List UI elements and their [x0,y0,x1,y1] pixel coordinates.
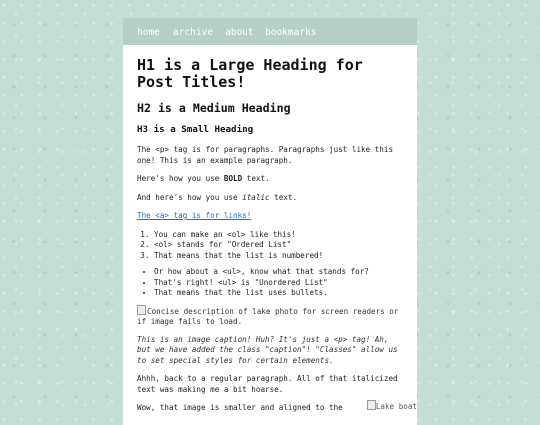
post-title-h1: H1 is a Large Heading for Post Titles! [137,56,363,91]
list-item: • Or how about a <ul>, know what that stands for? [154,267,401,278]
heading-h2: H2 is a Medium Heading [137,101,291,115]
unordered-list [137,267,401,299]
list-item: • That means that the list uses bullets. [154,288,401,299]
nav-archive-link[interactable]: archive [173,27,214,38]
heading-h3: H3 is a Small Heading [137,124,254,135]
list-item: 2. <ol> stands for "Ordered List" [154,240,401,251]
broken-image-icon [137,305,146,315]
broken-image-icon [367,400,376,410]
paragraph-italic [137,193,401,204]
bold-post: text. [242,174,270,183]
link-paragraph [137,211,401,222]
bold-pre: Here's how you use [137,174,224,183]
list-item: • That's right! <ul> is "Unordered List" [154,278,401,289]
lake-image-alt: Concise description of lake photo for screen readers or if image fails to load. [137,306,399,326]
paragraph-1: The <p> tag is for paragraphs. Paragraphs just like this one! This is an example paragraph. [137,145,394,165]
top-nav [123,18,417,45]
ordered-list [137,230,401,262]
italic-post: text. [269,192,298,202]
float-image [367,400,417,411]
post-content [137,57,401,422]
paragraph-bold [137,174,401,185]
list-item: 3. That means that the list is numbered! [154,251,401,262]
italic-text: italic [242,192,270,202]
bold-text: BOLD [223,174,243,183]
italic-pre: And here's how you use [137,192,243,202]
list-item: 1. You can make an <ol> like this! [154,230,401,241]
image-caption: This is an image caption! Huh? It's just a <p> tag! Ah, but we have added the class "caption"! "Classes" allow us to set special styles for certain elements. [137,334,398,365]
post-card [123,45,417,425]
paragraph-4: Ahhh, back to a regular paragraph. All of that italicized text was making me a bit hoarse. [137,374,398,394]
nav-bookmarks-link[interactable]: bookmarks [265,27,317,38]
nav-about-link[interactable]: about [225,27,254,38]
float-image-alt: Lake boat [375,402,417,411]
lake-image [137,305,401,327]
nav-home-link[interactable]: home [137,27,160,38]
example-link[interactable]: The <a> tag is for links! [137,211,252,220]
paragraph-5: Wow, that image is smaller and aligned to the [137,403,343,412]
